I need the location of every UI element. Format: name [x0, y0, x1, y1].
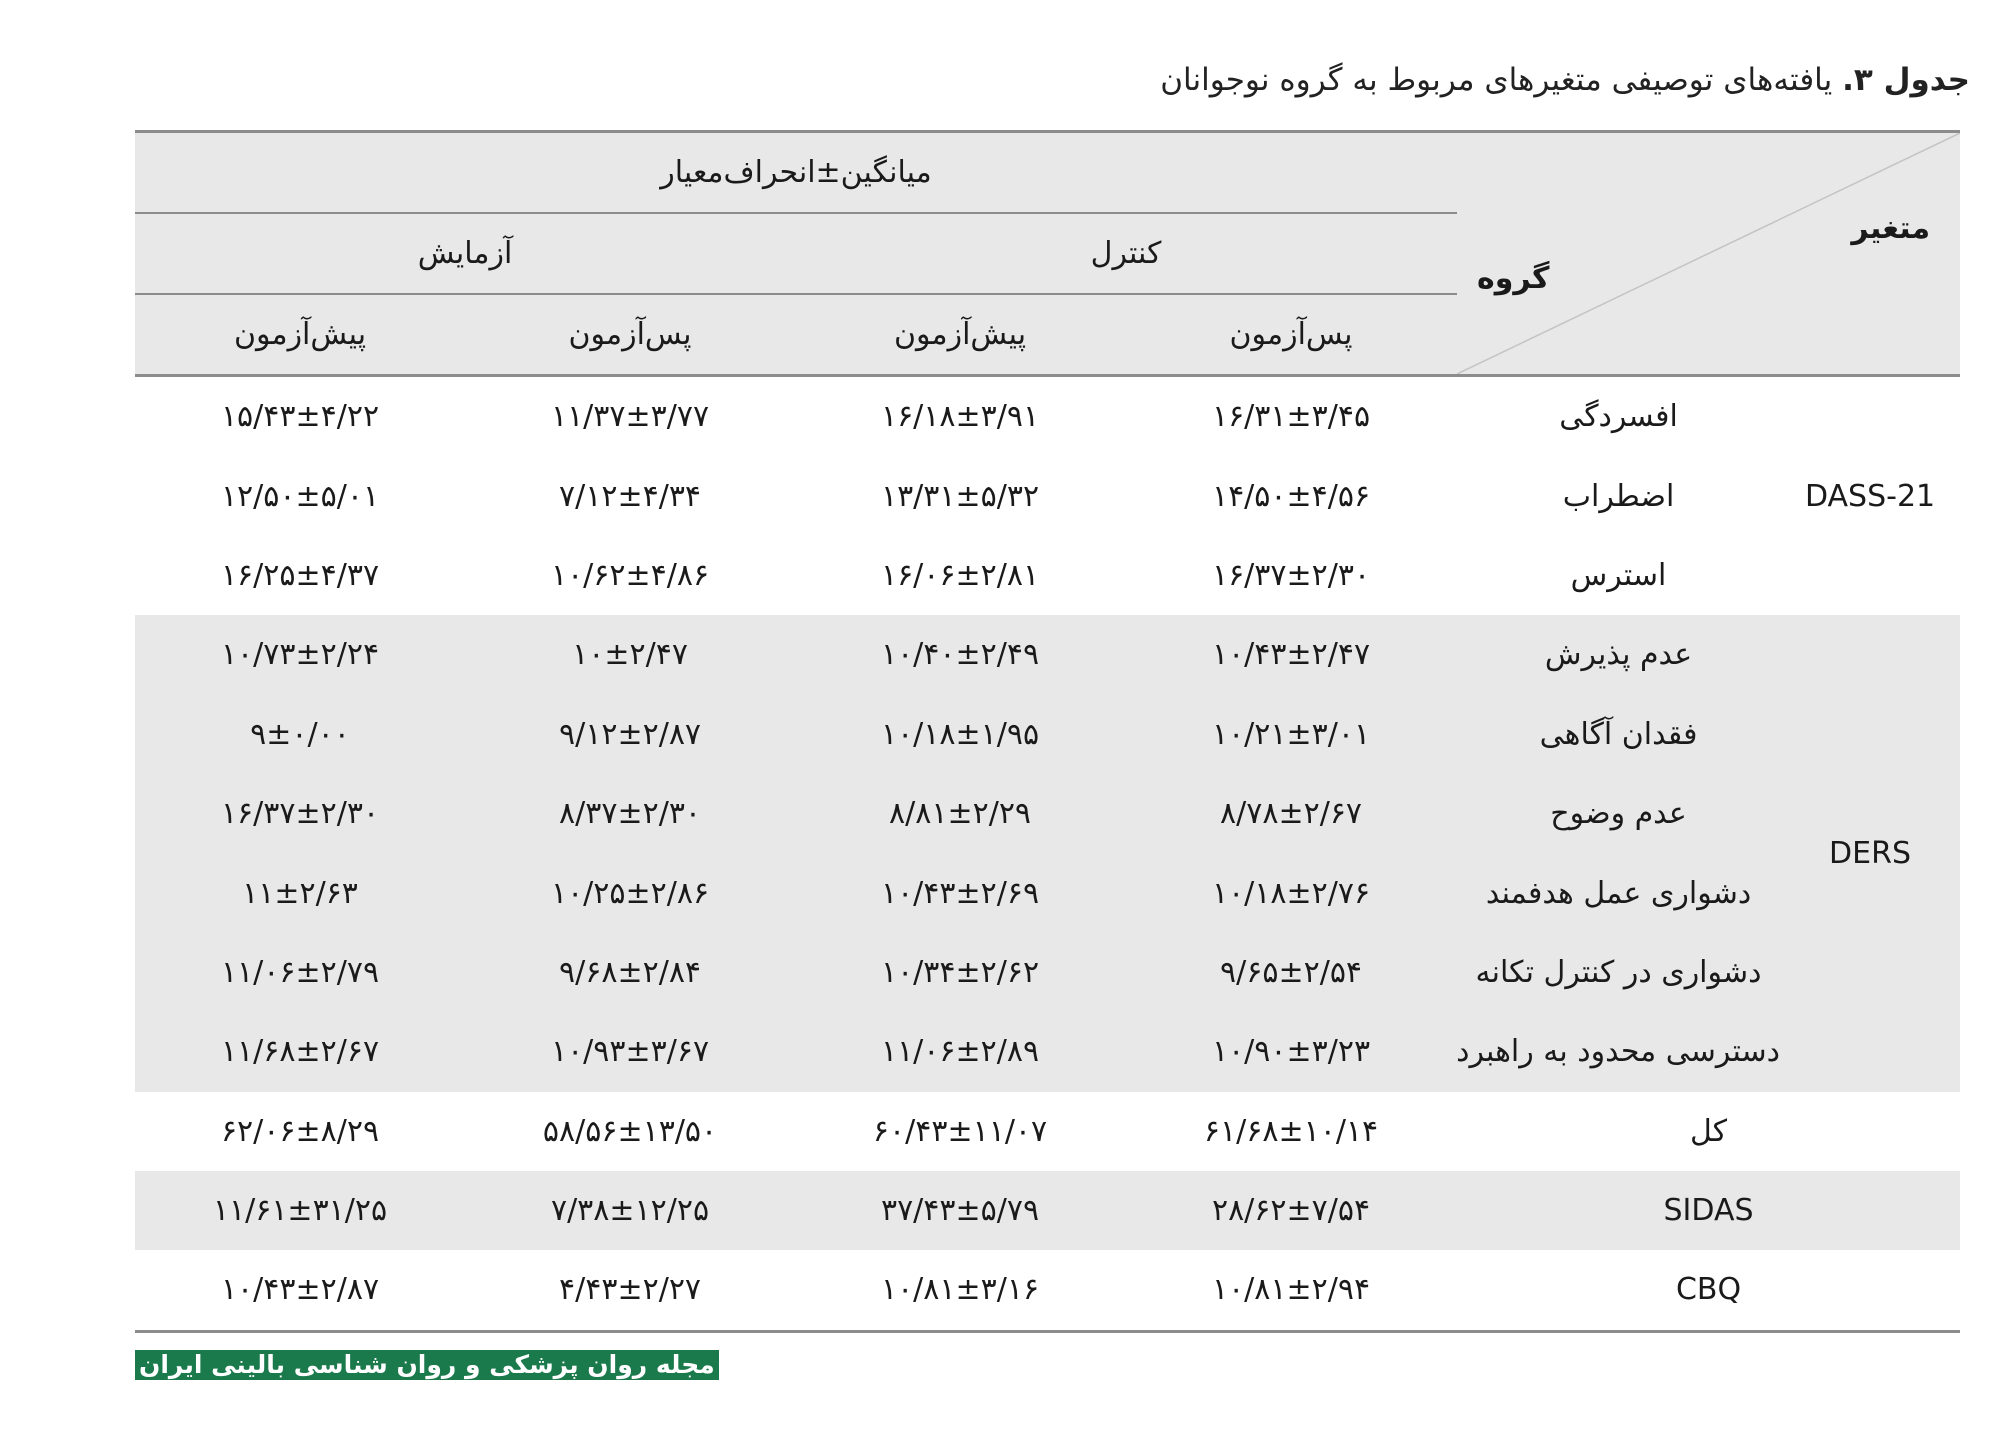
row-label: CBQ	[1675, 1272, 1742, 1308]
experiment-pre-header: پیش‌آزمون	[233, 317, 367, 352]
experiment-post-header: پس‌آزمون	[568, 317, 692, 352]
experiment-post-value: ۱۱/۳۷±۳/۷۷	[550, 399, 710, 435]
table-row	[135, 1171, 1960, 1250]
table-row	[135, 536, 1960, 615]
control-pre-header: پیش‌آزمون	[893, 317, 1027, 352]
row-label: استرس	[1570, 557, 1667, 593]
variable-header: متغیر	[1851, 211, 1931, 246]
experiment-pre-value: ۶۲/۰۶±۸/۲۹	[220, 1113, 380, 1149]
table-row	[135, 615, 1960, 694]
control-header: کنترل	[795, 213, 1457, 294]
control-post-value: ۸/۷۸±۲/۶۷	[1125, 774, 1457, 853]
row-label: عدم پذیرش	[1457, 615, 1780, 694]
row-label: دشواری عمل هدفمند	[1457, 853, 1780, 932]
journal-logo: مجله روان پزشکی و روان شناسی بالینی ایران	[135, 1350, 719, 1380]
table-row	[135, 1012, 1960, 1091]
experiment-post-value: ۱۰±۲/۴۷	[465, 615, 795, 694]
control-pre-value: ۱۶/۱۸±۳/۹۱	[880, 399, 1040, 435]
experiment-pre-value: ۱۱/۶۸±۲/۶۷	[135, 1012, 465, 1091]
control-post-value: ۱۰/۸۱±۲/۹۴	[1211, 1272, 1371, 1308]
table-row	[135, 456, 1960, 535]
control-pre-value: ۱۱/۰۶±۲/۸۹	[795, 1012, 1125, 1091]
descriptive-table	[135, 130, 1960, 1333]
row-label: SIDAS	[1457, 1171, 1960, 1250]
diagonal-line	[1457, 133, 1960, 374]
row-label: اضطراب	[1562, 478, 1675, 514]
control-post-value: ۹/۶۵±۲/۵۴	[1125, 933, 1457, 1012]
control-post-value: ۱۶/۳۱±۳/۴۵	[1211, 399, 1371, 435]
experiment-post-value: ۸/۳۷±۲/۳۰	[465, 774, 795, 853]
control-pre-value: ۱۰/۴۳±۲/۶۹	[795, 853, 1125, 932]
control-pre-value: ۳۷/۴۳±۵/۷۹	[795, 1171, 1125, 1250]
experiment-post-value: ۷/۳۸±۱۲/۲۵	[465, 1171, 795, 1250]
control-post-value: ۱۴/۵۰±۴/۵۶	[1211, 478, 1371, 514]
control-post-header: پس‌آزمون	[1229, 317, 1353, 352]
experiment-pre-value: ۱۵/۴۳±۴/۲۲	[220, 399, 380, 435]
experiment-post-value: ۱۰/۶۲±۴/۸۶	[550, 557, 710, 593]
row-label: افسردگی	[1559, 399, 1678, 435]
experiment-post-value: ۱۰/۹۳±۳/۶۷	[465, 1012, 795, 1091]
experiment-post-value: ۴/۴۳±۲/۲۷	[559, 1272, 702, 1308]
control-pre-value: ۱۶/۰۶±۲/۸۱	[880, 557, 1040, 593]
control-pre-value: ۱۰/۳۴±۲/۶۲	[795, 933, 1125, 1012]
caption-label: جدول ۳.	[1842, 62, 1970, 98]
experiment-pre-value: ۱۰/۴۳±۲/۸۷	[220, 1272, 380, 1308]
experiment-pre-value: ۱۲/۵۰±۵/۰۱	[220, 478, 380, 514]
table-row	[135, 853, 1960, 932]
table-caption	[1160, 62, 1970, 98]
experiment-post-value: ۷/۱۲±۴/۳۴	[559, 478, 702, 514]
table-row	[135, 774, 1960, 853]
experiment-post-value: ۱۰/۲۵±۲/۸۶	[465, 853, 795, 932]
row-label: دسترسی محدود به راهبرد	[1457, 1012, 1780, 1091]
table-row	[135, 695, 1960, 774]
control-post-value: ۱۰/۴۳±۲/۴۷	[1125, 615, 1457, 694]
row-label: فقدان آگاهی	[1457, 695, 1780, 774]
control-pre-value: ۱۳/۳۱±۵/۳۲	[880, 478, 1040, 514]
experiment-post-value: ۵۸/۵۶±۱۳/۵۰	[542, 1113, 718, 1149]
table-row	[135, 376, 1960, 457]
table-row	[135, 1092, 1960, 1171]
group-label-ders: DERS	[1780, 615, 1960, 1091]
experiment-pre-value: ۱۶/۳۷±۲/۳۰	[135, 774, 465, 853]
row-label: عدم وضوح	[1457, 774, 1780, 853]
row-label: کل	[1690, 1113, 1728, 1149]
control-post-value: ۲۸/۶۲±۷/۵۴	[1125, 1171, 1457, 1250]
group-label-dass: DASS-21	[1804, 478, 1936, 514]
row-label: دشواری در کنترل تکانه	[1457, 933, 1780, 1012]
experiment-pre-value: ۱۰/۷۳±۲/۲۴	[135, 615, 465, 694]
control-pre-value: ۸/۸۱±۲/۲۹	[795, 774, 1125, 853]
control-post-value: ۱۰/۹۰±۳/۲۳	[1125, 1012, 1457, 1091]
experiment-post-value: ۹/۱۲±۲/۸۷	[465, 695, 795, 774]
experiment-pre-value: ۱۶/۲۵±۴/۳۷	[220, 557, 380, 593]
control-pre-value: ۱۰/۸۱±۳/۱۶	[880, 1272, 1040, 1308]
experiment-pre-value: ۱۱±۲/۶۳	[135, 853, 465, 932]
experiment-pre-value: ۱۱/۶۱±۳۱/۲۵	[135, 1171, 465, 1250]
experiment-pre-value: ۱۱/۰۶±۲/۷۹	[135, 933, 465, 1012]
control-pre-value: ۶۰/۴۳±۱۱/۰۷	[872, 1113, 1048, 1149]
table-row	[135, 1250, 1960, 1331]
control-post-value: ۱۶/۳۷±۲/۳۰	[1211, 557, 1371, 593]
experiment-header: آزمایش	[135, 213, 795, 294]
control-post-value: ۱۰/۲۱±۳/۰۱	[1125, 695, 1457, 774]
corner-header	[1457, 132, 1960, 376]
control-post-value: ۶۱/۶۸±۱۰/۱۴	[1203, 1113, 1379, 1149]
experiment-post-value: ۹/۶۸±۲/۸۴	[465, 933, 795, 1012]
control-pre-value: ۱۰/۴۰±۲/۴۹	[795, 615, 1125, 694]
control-post-value: ۱۰/۱۸±۲/۷۶	[1125, 853, 1457, 932]
control-pre-value: ۱۰/۱۸±۱/۹۵	[795, 695, 1125, 774]
table-row	[135, 933, 1960, 1012]
caption-text: یافته‌های توصیفی متغیرهای مربوط به گروه نوجوانان	[1160, 62, 1833, 98]
mean-sd-header: میانگین±انحراف‌معیار	[135, 132, 1457, 214]
experiment-pre-value: ۹±۰/۰۰	[135, 695, 465, 774]
group-header: گروه	[1477, 261, 1550, 296]
